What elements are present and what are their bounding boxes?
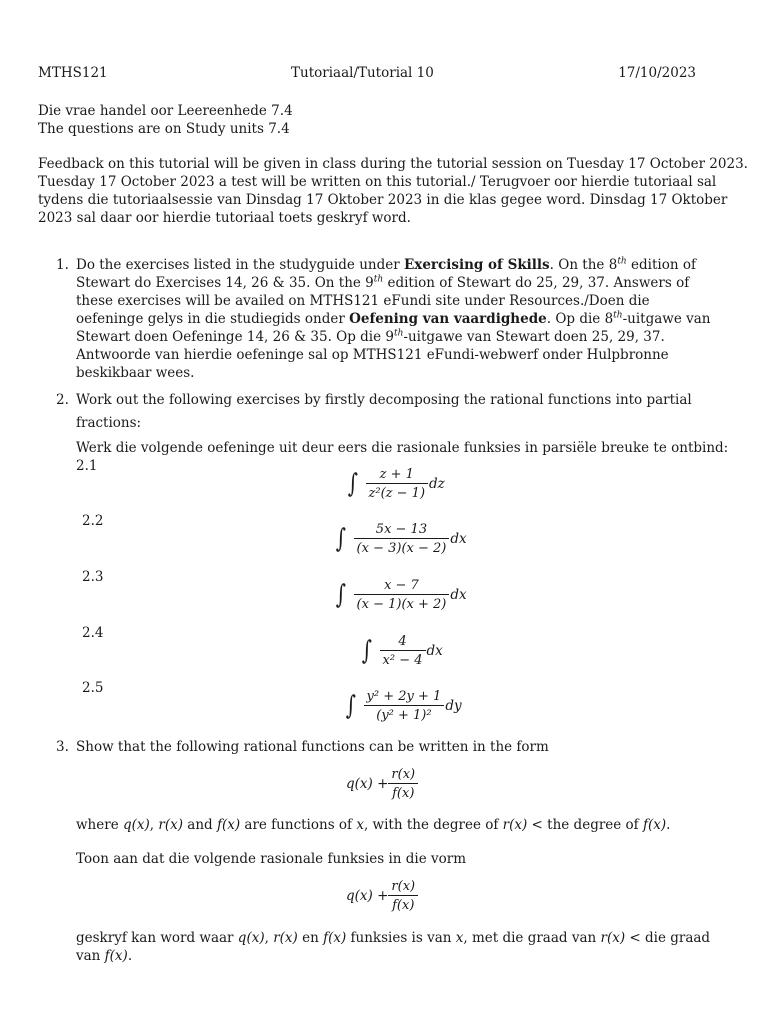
q1-sup: th <box>617 256 627 267</box>
q3-math: q(x) <box>237 930 265 946</box>
denominator: x² − 4 <box>380 650 426 669</box>
feedback-line: Feedback on this tutorial will be given in class during the tutorial session on Tuesday 17 October 2023. <box>38 156 748 172</box>
question-2-af <box>76 439 729 457</box>
question-3-af <box>76 850 698 868</box>
q1-sup: th <box>393 328 404 339</box>
fraction <box>388 878 418 914</box>
form-q: q(x) + <box>346 888 389 904</box>
intro <box>38 102 700 138</box>
q1-sup: th <box>613 310 623 321</box>
form-q: q(x) + <box>346 776 389 792</box>
integral-2-3 <box>334 577 467 613</box>
numerator: y² + 2y + 1 <box>366 689 442 704</box>
course-code: MTHS121 <box>38 65 108 81</box>
question-2-number: 2. <box>56 392 69 408</box>
subq-label: 2.4 <box>82 625 104 641</box>
q1-text: beskikbaar wees. <box>76 365 195 381</box>
differential: dz <box>429 476 445 492</box>
q2-text: Werk die volgende oefeninge uit deur eers die rasionale funksies in parsiële breuke te ontbind: <box>76 440 729 456</box>
q3-math: f(x) <box>104 948 128 964</box>
fraction <box>366 466 428 502</box>
integral-2-2 <box>334 521 467 557</box>
q3-math: r(x) <box>273 930 298 946</box>
q1-text: Antwoorde van hierdie oefeninge sal op MTHS121 eFundi-webwerf onder Hulpbronne <box>76 347 669 363</box>
q3-text: and <box>182 817 217 833</box>
integral-2-4 <box>360 633 443 669</box>
q3-math: f(x) <box>323 930 347 946</box>
q3-math: r(x) <box>158 817 183 833</box>
feedback-paragraph <box>38 155 748 227</box>
differential: dx <box>450 587 467 603</box>
question-2-cont <box>76 414 698 432</box>
integral-sign: ∫ <box>335 580 346 610</box>
numerator: r(x) <box>391 767 416 782</box>
integral-sign: ∫ <box>347 469 358 499</box>
numerator: 4 <box>398 634 407 649</box>
q1-text: oefeninge gelys in die studiegids onder <box>76 311 350 327</box>
numerator: x − 7 <box>384 578 419 593</box>
q1-text: . Op die 8 <box>546 311 614 327</box>
integral-2-1 <box>346 466 445 502</box>
q1-sup: th <box>373 274 384 285</box>
form-expression-en <box>346 766 418 802</box>
q3-text: where <box>76 817 123 833</box>
q2-text: fractions: <box>76 415 142 431</box>
differential: dx <box>426 643 443 659</box>
q3-text: , <box>264 930 274 946</box>
tutorial-title: Tutoriaal/Tutorial 10 <box>291 65 434 81</box>
feedback-line: 2023 sal daar oor hierdie tutoriaal toets geskryf word. <box>38 210 411 226</box>
q1-text: Stewart doen Oefeninge 14, 26 & 35. Op die 9 <box>76 329 394 345</box>
fraction <box>354 577 450 613</box>
q3-math: q(x) <box>122 817 150 833</box>
subq-label: 2.2 <box>82 513 104 529</box>
numerator: 5x − 13 <box>375 522 428 537</box>
integral-sign: ∫ <box>335 524 346 554</box>
denominator: (x − 3)(x − 2) <box>354 538 450 557</box>
q3-math: r(x) <box>502 817 528 833</box>
q3-text: en <box>297 930 324 946</box>
page-header <box>38 64 696 82</box>
intro-line-en: The questions are on Study units 7.4 <box>38 121 290 137</box>
question-3 <box>76 738 698 756</box>
question-3-where <box>76 816 698 834</box>
q3-text: van <box>76 948 105 964</box>
subq-label: 2.1 <box>76 458 98 474</box>
fraction <box>388 766 418 802</box>
numerator: r(x) <box>391 879 416 894</box>
q1-text: edition of Stewart do 25, 29, 37. Answers of <box>383 275 690 291</box>
question-3-geskryf <box>76 929 711 965</box>
tutorial-date: 17/10/2023 <box>618 65 696 81</box>
integral-sign: ∫ <box>345 691 356 721</box>
q3-text: geskryf kan word waar <box>76 930 238 946</box>
q3-text: Toon aan dat die volgende rasionale funksies in die vorm <box>76 851 467 867</box>
integral-sign: ∫ <box>361 636 372 666</box>
fraction <box>354 521 450 557</box>
integral-2-5 <box>344 688 462 724</box>
q3-text: funksies is van <box>346 930 456 946</box>
q1-text: -uitgawe van Stewart doen 25, 29, 37. <box>403 329 665 345</box>
q1-text: Stewart do Exercises 14, 26 & 35. On the 9 <box>76 275 374 291</box>
q1-text: these exercises will be availed on MTHS121 eFundi site under Resources./Doen die <box>76 293 650 309</box>
q1-bold-vaardighede: Oefening van vaardighede <box>349 311 547 327</box>
differential: dx <box>450 531 467 547</box>
feedback-line: Tuesday 17 October 2023 a test will be written on this tutorial./ Terugvoer oor hierdie tutoriaal sal <box>38 174 717 190</box>
feedback-line: tydens die tutoriaalsessie van Dinsdag 17 Oktober 2023 in die klas gegee word. Dinsdag 17 Oktober <box>38 192 728 208</box>
denominator: f(x) <box>388 783 418 802</box>
denominator: (x − 1)(x + 2) <box>354 594 450 613</box>
q3-math: x <box>455 930 464 946</box>
differential: dy <box>445 698 462 714</box>
q2-text: Work out the following exercises by firstly decomposing the rational functions into partial <box>76 392 692 408</box>
question-1-number: 1. <box>56 257 69 273</box>
q1-bold-skills: Exercising of Skills <box>403 257 550 273</box>
q3-text: . <box>127 948 133 964</box>
denominator: z²(z − 1) <box>366 483 428 502</box>
q3-math: x <box>356 817 364 833</box>
denominator: f(x) <box>388 895 418 914</box>
q3-math: r(x) <box>600 930 626 946</box>
denominator: (y² + 1)² <box>364 705 445 724</box>
question-2 <box>76 391 698 409</box>
q3-math: f(x) <box>216 817 241 833</box>
q3-text: Show that the following rational functions can be written in the form <box>76 739 549 755</box>
q3-text: < die graad <box>625 930 711 946</box>
question-3-number: 3. <box>56 739 69 755</box>
q3-text: < the degree of <box>527 817 643 833</box>
numerator: z + 1 <box>379 467 414 482</box>
q1-text: Do the exercises listed in the studyguide under <box>76 257 404 273</box>
intro-line-af: Die vrae handel oor Leereenhede 7.4 <box>38 103 293 119</box>
q1-text: -uitgawe van <box>622 311 711 327</box>
q3-text: . <box>666 817 671 833</box>
q3-text: , met die graad van <box>463 930 601 946</box>
form-expression-af <box>346 878 418 914</box>
q3-text: are functions of <box>240 817 357 833</box>
q3-text: , with the degree of <box>363 817 503 833</box>
fraction <box>380 633 426 669</box>
q3-text: , <box>149 817 159 833</box>
q3-math: f(x) <box>642 817 667 833</box>
question-1 <box>76 256 711 382</box>
q1-text: edition of <box>626 257 696 273</box>
fraction <box>364 688 445 724</box>
q1-text: . On the 8 <box>549 257 618 273</box>
subq-label: 2.3 <box>82 569 104 585</box>
subq-label: 2.5 <box>82 680 104 696</box>
